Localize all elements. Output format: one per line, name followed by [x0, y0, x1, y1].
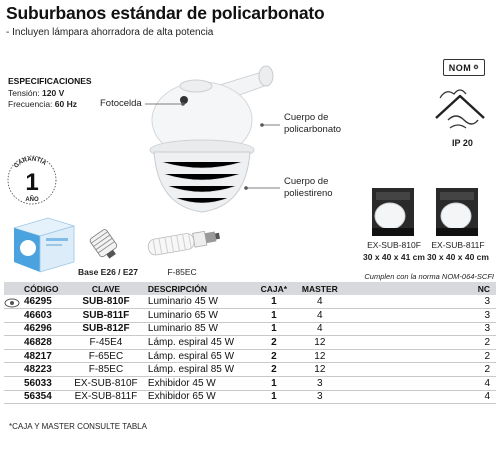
- warranty-number: 1: [25, 169, 39, 196]
- cell-master: 3: [317, 391, 323, 403]
- table-row: [4, 349, 496, 363]
- page-title: Suburbanos estándar de policarbonato: [6, 3, 325, 23]
- ip-rating: IP 20: [452, 138, 473, 148]
- cell-codigo: 48217: [24, 350, 52, 362]
- cell-spacer: [346, 377, 476, 391]
- spiral-lamp-caption: F-85EC: [167, 267, 197, 277]
- nom-badge: NOM ⚙: [443, 59, 485, 76]
- cell-caja: 1: [271, 323, 277, 335]
- cell-codigo: 56354: [24, 391, 52, 403]
- callout-fotocelda: Fotocelda: [100, 98, 142, 109]
- callout-poliestireno: [284, 176, 333, 200]
- cell-spacer: [346, 336, 476, 350]
- cell-master: 3: [317, 377, 323, 389]
- spec-frecuencia-value: 60 Hz: [54, 99, 78, 109]
- cell-codigo: 56033: [24, 377, 52, 389]
- page-subtitle: - Incluyen lámpara ahorradora de alta potencia: [6, 27, 214, 38]
- exhibitor-811f-image: [432, 186, 484, 238]
- cell-codigo: 46295: [24, 296, 52, 308]
- cell-clave: F-65EC: [88, 350, 124, 362]
- cell-caja: 2: [271, 350, 277, 362]
- cell-descripcion: Luminario 85 W: [147, 323, 218, 335]
- cell-descripcion: Exhibidor 65 W: [147, 391, 216, 403]
- nom-badge-text: NOM: [448, 62, 472, 73]
- exhibitor-811f-size: 30 x 40 x 40 cm: [427, 252, 489, 262]
- exhibitor-810f-size: 30 x 40 x 41 cm: [363, 252, 425, 262]
- callout-poliestireno-line2: poliestireno: [284, 188, 333, 199]
- cell-nc: 4: [484, 391, 490, 403]
- table-row: [4, 295, 496, 309]
- cell-descripcion: Luminario 65 W: [147, 309, 218, 321]
- cell-nc: 2: [484, 337, 490, 349]
- cell-caja: 1: [271, 296, 277, 308]
- exhibitor-810f-code: EX-SUB-810F: [367, 240, 421, 250]
- cell-descripcion: Luminario 45 W: [147, 296, 218, 308]
- cell-clave: EX-SUB-810F: [74, 377, 138, 389]
- cell-descripcion: Lámp. espiral 45 W: [147, 337, 235, 349]
- lamp-base-caption: Base E26 / E27: [78, 267, 139, 277]
- table-row: [4, 309, 496, 323]
- callout-policarbonato-line1: Cuerpo de: [284, 112, 329, 123]
- cell-master: 12: [314, 364, 326, 376]
- cell-spacer: [346, 349, 476, 363]
- cell-descripcion: Exhibidor 45 W: [147, 377, 216, 389]
- cell-master: 4: [317, 323, 323, 335]
- callout-policarbonato: [284, 112, 341, 136]
- cell-codigo: 46296: [24, 323, 52, 335]
- table-row: [4, 336, 496, 350]
- cell-nc: 2: [484, 350, 490, 362]
- cell-nc: 3: [484, 309, 490, 321]
- col-codigo: CÓDIGO: [24, 283, 59, 294]
- cell-nc: 2: [484, 364, 490, 376]
- cell-master: 12: [314, 337, 326, 349]
- cell-clave: F-45E4: [89, 337, 123, 349]
- cell-clave: SUB-811F: [82, 309, 130, 321]
- cell-codigo: 48223: [24, 364, 52, 376]
- table-row: [4, 363, 496, 377]
- callout-policarbonato-line2: policarbonato: [284, 124, 342, 135]
- specs-heading: ESPECIFICACIONES: [8, 76, 92, 86]
- warranty-bottom-text: AÑO: [25, 197, 39, 203]
- weather-protection-icon: [430, 84, 492, 136]
- cell-clave: SUB-812F: [82, 323, 130, 335]
- cell-caja: 2: [271, 364, 277, 376]
- cell-descripcion: Lámp. espiral 65 W: [147, 350, 235, 362]
- col-master: MASTER: [301, 283, 338, 294]
- table-body: [4, 295, 496, 404]
- cell-spacer: [346, 309, 476, 323]
- cell-spacer: [346, 295, 476, 309]
- cell-spacer: [346, 390, 476, 404]
- cell-descripcion: Lámp. espiral 85 W: [147, 364, 235, 376]
- cell-nc: 4: [484, 377, 490, 389]
- callout-poliestireno-line1: Cuerpo de: [284, 176, 329, 187]
- cell-caja: 1: [271, 309, 277, 321]
- footnote: *CAJA Y MASTER CONSULTE TABLA: [9, 422, 147, 431]
- col-nc: NC: [477, 283, 490, 294]
- table-row: [4, 322, 496, 336]
- cell-spacer: [346, 363, 476, 377]
- cell-caja: 1: [271, 391, 277, 403]
- cell-master: 12: [314, 350, 326, 362]
- cell-clave: EX-SUB-811F: [74, 391, 138, 403]
- product-table: [4, 282, 496, 404]
- warranty-top-text: GARANTÍA: [13, 156, 48, 170]
- spec-frecuencia-label: Frecuencia:: [8, 99, 53, 109]
- cell-clave: SUB-810F: [82, 296, 130, 308]
- col-spacer: [346, 282, 476, 295]
- cell-master: 4: [317, 309, 323, 321]
- cell-spacer: [346, 322, 476, 336]
- exhibitor-810f-image: [368, 186, 420, 238]
- spec-tension-value: 120 V: [42, 88, 65, 98]
- eye-icon: [4, 298, 20, 308]
- cell-caja: 2: [271, 337, 277, 349]
- cell-codigo: 46603: [24, 309, 52, 321]
- table-header-row: [4, 282, 496, 295]
- col-clave: CLAVE: [91, 283, 121, 294]
- cell-caja: 1: [271, 377, 277, 389]
- cell-master: 4: [317, 296, 323, 308]
- col-descripcion: DESCRIPCIÓN: [147, 283, 207, 294]
- table-row: [4, 377, 496, 391]
- compliance-note: Cumplen con la norma NOM-064-SCFI: [364, 272, 494, 281]
- cell-nc: 3: [484, 323, 490, 335]
- col-caja: CAJA*: [260, 283, 288, 294]
- table-row: [4, 390, 496, 404]
- cell-clave: F-85EC: [88, 364, 124, 376]
- cell-nc: 3: [484, 296, 490, 308]
- exhibitor-811f-code: EX-SUB-811F: [431, 240, 485, 250]
- cell-codigo: 46828: [24, 337, 52, 349]
- spec-tension-label: Tensión:: [8, 88, 40, 98]
